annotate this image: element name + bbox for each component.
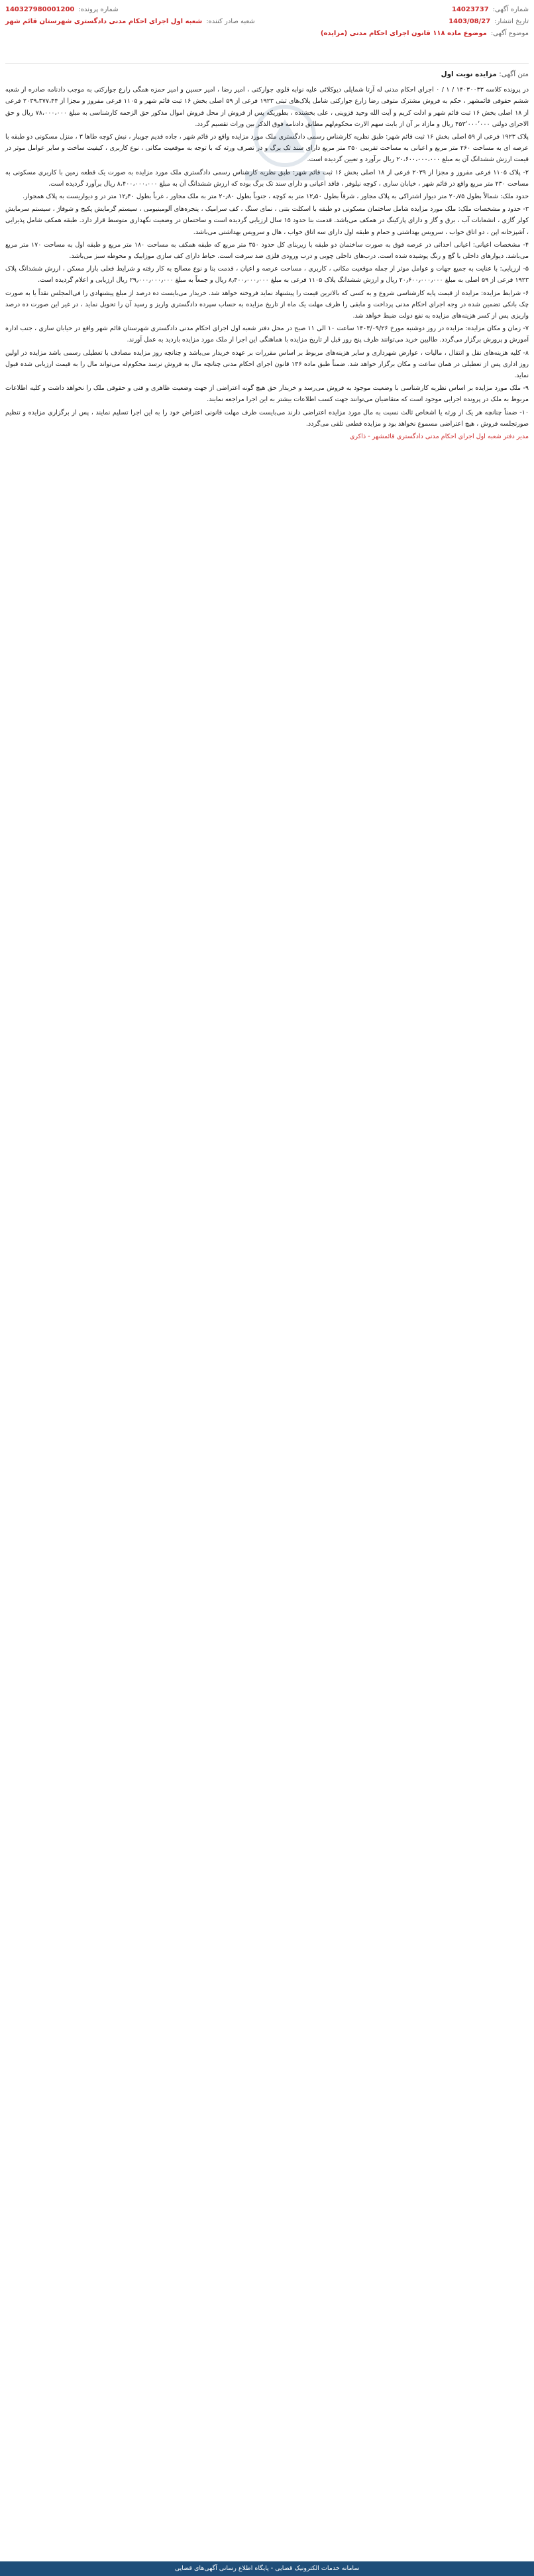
paragraph: ۱۰- ضمناً چنانچه هر یک از ورثه یا اشخاص ثالث نسبت به مال مورد مزایده اعتراضی دارند می‌بایست ظرف مهلت قانونی اعتراض خود را به این اجرا تسلیم نمایند ، پس از برگزاری مزایده و تنظیم صورتجلسه فروش ، هیچ اعتراضی مسموع نخواهد بود و مزایده قطعی تلقی می‌گردد. — [5, 408, 529, 428]
notice-number-label: شماره آگهی: — [492, 6, 529, 14]
paragraph: ۶- شرایط مزایده: مزایده از قیمت پایه کارشناسی شروع و به کسی که بالاترین قیمت را پیشنهاد نماید فروخته خواهد شد. خریدار می‌بایست ده درصد از مبلغ پیشنهادی را فی‌المجلس نقداً یا به صورت چک بانکی تضمین شده در وجه اجرای احکام مدنی پرداخت و مابقی را ظرف مهلت یک ماه از تاریخ مزایده به حساب سپرده دادگستری واریز و رسید آن را تحویل نماید ، در غیر این صورت ده درصد واریزی پس از کسر هزینه‌های مزایده به نفع دولت ضبط خواهد شد. — [5, 289, 529, 320]
footer-text: سامانه خدمات الکترونیک قضایی - پایگاه اطلاع رسانی آگهی‌های قضایی — [174, 2565, 360, 2573]
subject-cell — [321, 28, 529, 39]
publish-date: 1403/08/27 — [449, 18, 491, 26]
tracking-number-cell — [5, 4, 119, 15]
signature: مدیر دفتر شعبه اول اجرای احکام مدنی دادگستری قائمشهر - ذاکری — [349, 433, 529, 441]
paragraph: حدود ملک: شمالاً بطول ۲۰٫۷۵ متر دیوار اشتراکی به پلاک مجاور ، شرقاً بطول ۱۲٫۵۰ متر به کوچه ، جنوباً بطول ۲۰٫۸۰ متر به ملک مجاور ، غرباً بطول ۱۲٫۴۰ متر در و دیواریست به پلاک همجوار. — [23, 193, 529, 201]
issuer: شعبه اول اجرای احکام مدنی دادگستری شهرستان قائم شهر — [5, 18, 203, 26]
subject: موضوع ماده ۱۱۸ قانون اجرای احکام مدنی (مزایده) — [320, 30, 487, 38]
notice-title — [5, 69, 529, 80]
paragraph: ۳- حدود و مشخصات ملک: ملک مورد مزایده شامل ساختمان مسکونی دو طبقه با اسکلت بتنی ، نمای سنگ ، کف سرامیک ، پنجره‌های آلومینیومی ، سیستم گرمایش پکیج و شوفاژ ، سیستم سرمایش کولر گازی ، انشعابات آب ، برق و گاز و دارای پارکینگ در همکف می‌باشد. قدمت بنا حدود ۱۵ سال ارزیابی گردیده است و ساختمان در وضعیت نگهداری متوسط قرار دارد. طبقه همکف شامل پذیرایی ، آشپزخانه اپن ، دو اتاق خواب ، سرویس بهداشتی و حمام و طبقه اول دارای سه اتاق خواب ، هال و سرویس بهداشتی می‌باشد. — [5, 206, 529, 236]
tracking-number: 140327980001200 — [5, 6, 75, 14]
publish-date-cell — [449, 16, 529, 27]
notice-title-label: متن آگهی: — [499, 70, 529, 78]
site-footer — [0, 2561, 534, 2576]
paragraph: ۴- مشخصات اعیانی: اعیانی احداثی در عرصه فوق به صورت ساختمان دو طبقه با زیربنای کل حدود ۳۵۰ متر مربع که طبقه همکف به مساحت ۱۸۰ متر مربع و طبقه اول به مساحت ۱۷۰ متر مربع می‌باشد. دیوارهای داخلی با گچ و رنگ پوشیده شده است. درب‌های داخلی چوبی و درب ورودی فلزی ضد سرقت است. حیاط دارای کف سازی موزاییک و محوطه سبز می‌باشد. — [5, 241, 529, 261]
tracking-number-label: شماره پرونده: — [78, 6, 119, 14]
paragraph: ۲- پلاک ۱۱۰۵ فرعی مفروز و مجزا از ۲۰۳۹ فرعی از ۱۸ اصلی بخش ۱۶ ثبت قائم شهر: طبق نظریه کارشناس رسمی دادگستری ملک مورد مزایده به صورت یک قطعه زمین با کاربری مسکونی به مساحت ۲۳۰ متر مربع واقع در قائم شهر ، خیابان ساری ، کوچه نیلوفر ، فاقد اعیانی و دارای سند تک برگ بوده که ارزش ششدانگ آن به مبلغ ۸،۴۰۰،۰۰۰،۰۰۰ ریال برآورد گردیده است. — [5, 168, 529, 188]
paragraph: ۸- کلیه هزینه‌های نقل و انتقال ، مالیات ، عوارض شهرداری و سایر هزینه‌های مربوط بر اساس مقررات بر عهده خریدار می‌باشد و چنانچه روز مزایده مصادف با تعطیلی رسمی باشد مزایده در اولین روز اداری پس از تعطیلی در همان ساعت و مکان برگزار خواهد شد. ضمناً طبق ماده ۱۳۶ قانون اجرای احکام مدنی چنانچه مال به فروش نرسد محکوم‌له می‌تواند مال را به قیمت ارزیابی شده قبول نماید. — [5, 349, 529, 380]
notice-body — [5, 84, 529, 442]
issuer-label: شعبه صادر کننده: — [206, 18, 255, 26]
paragraph: در پرونده کلاسه ۱۴۰۳۰۰۳۳ / ۱ / ۰ اجرای احکام مدنی له آرتا شمایلی دیوکلائی علیه نوابه قلوی جوارکتی ، امیر رضا ، امیر حسین و امیر حمزه همگی زارع جوارکتی به موجب دادنامه صادره از شعبه ششم حقوقی قائمشهر ، حکم به فروش مشترک متوفی رضا زارع جوارکتی شامل پلاک‌های ثبتی ۱۹۲۳ فرعی از ۵۹ اصلی بخش ۱۶ ثبت قائم شهر و ۱۱۰۵ فرعی مفروز و مجزا از ۲۰۳۹،۳۷۷،۴۴ فرعی از ۱۸ اصلی بخش ۱۶ ثبت قائم شهر و ادلت کریم و آیت الله وحید قزوینی ، علی بخشنده ، بطوریکه پس از فروش از محل فروش اموال مذکور حق الزحمه کارشناسی به مبلغ ۷۸،۰۰۰،۰۰۰ ریال و حق الاجرای دولتی ۴۵۳٬۰۰۰٬۰۰۰ ریال و مازاد بر آن از بابت سهم الارث محکوم‌لهم مطابق دادنامه فوق الذکر بین وراث تقسیم گردد. — [5, 86, 529, 128]
paragraph: پلاک ۱۹۲۳ فرعی از ۵۹ اصلی بخش ۱۶ ثبت قائم شهر: طبق نظریه کارشناس رسمی دادگستری ملک مورد مزایده واقع در قائم شهر ، جاده قدیم جویبار ، نبش کوچه طاها ۳ ، منزل مسکونی دو طبقه با عرصه ای به مساحت ۲۶۰ متر مربع و اعیانی به مساحت تقریبی ۳۵۰ متر مربع دارای سند تک برگ و در تصرف ورثه که با توجه به موقعیت مکانی ، نوع کاربری ، کیفیت ساخت و سایر عوامل موثر در قیمت ارزش ششدانگ آن به مبلغ ۲۰،۶۰۰،۰۰۰،۰۰۰ ریال برآورد و تعیین گردیده است. — [5, 133, 529, 164]
publish-date-label: تاریخ انتشار: — [494, 18, 529, 26]
notice-header — [5, 0, 529, 64]
header-row-3 — [5, 28, 529, 40]
notice-number: 14023737 — [452, 6, 489, 14]
notice-title-text: مزایده نوبت اول — [441, 70, 497, 78]
subject-label: موضوع آگهی: — [490, 30, 529, 38]
paragraph: ۵- ارزیابی: با عنایت به جمیع جهات و عوامل موثر از جمله موقعیت مکانی ، کاربری ، مساحت عرصه و اعیان ، قدمت بنا و نوع مصالح به کار رفته و شرایط فعلی بازار مسکن ، ارزش ششدانگ پلاک ۱۹۲۳ فرعی از ۵۹ اصلی به مبلغ ۲۰٫۶۰۰٫۰۰۰٫۰۰۰ ریال و ارزش ششدانگ پلاک ۱۱۰۵ فرعی به مبلغ ۸٫۴۰۰٫۰۰۰٫۰۰۰ ریال و جمعاً به مبلغ ۲۹٫۰۰۰٫۰۰۰٫۰۰۰ ریال ارزیابی و اعلام گردیده است. — [5, 265, 529, 284]
paragraph: ۹- ملک مورد مزایده بر اساس نظریه کارشناسی با وضعیت موجود به فروش می‌رسد و خریدار حق هیچ گونه اعتراضی از جهت وضعیت ظاهری و فنی و حقوقی ملک را نخواهد داشت و کلیه اطلاعات مربوط به ملک در پرونده اجرایی موجود است که متقاضیان می‌توانند جهت کسب اطلاعات بیشتر به این اجرا مراجعه نمایند. — [5, 385, 529, 404]
issuer-cell — [5, 16, 255, 27]
notice-number-cell — [452, 4, 529, 15]
paragraph: ۷- زمان و مکان مزایده: مزایده در روز دوشنبه مورخ ۱۴۰۳/۰۹/۲۶ ساعت ۱۰ الی ۱۱ صبح در محل دفتر شعبه اول اجرای احکام مدنی دادگستری شهرستان قائم شهر واقع در خیابان ساری ، جنب اداره آموزش و پرورش برگزار می‌گردد. طالبین خرید می‌توانند ظرف پنج روز قبل از تاریخ مزایده با هماهنگی این اجرا از ملک مورد مزایده بازدید به عمل آورند. — [5, 325, 529, 344]
header-row-1 — [5, 4, 529, 16]
header-row-2 — [5, 16, 529, 28]
